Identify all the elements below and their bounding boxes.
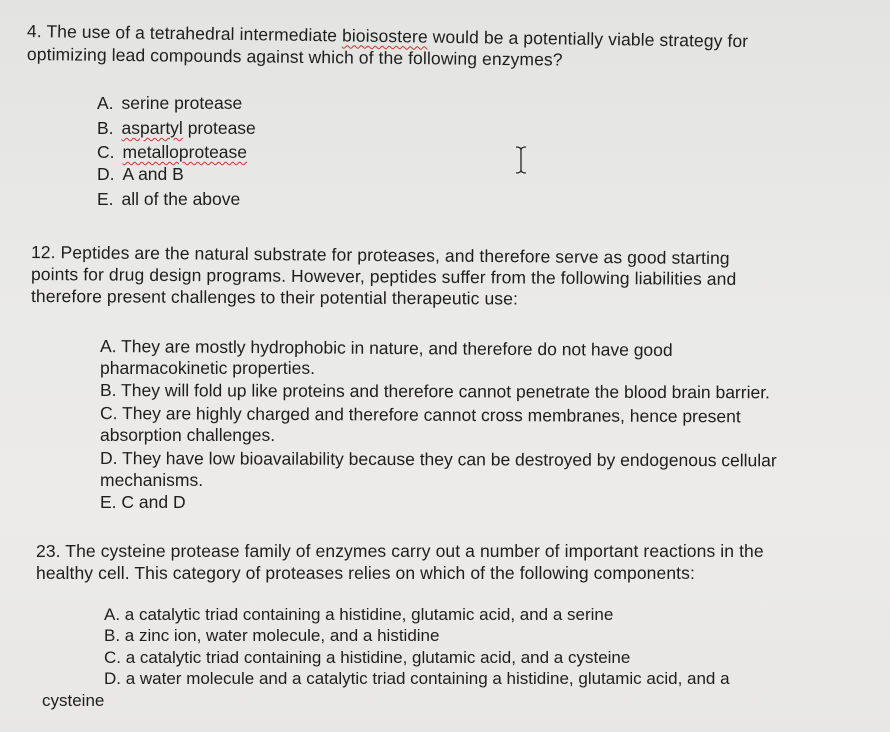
q4-option-a: A. serine protease [97,93,243,113]
spellcheck-flag[interactable]: aspartyl [121,118,183,138]
q12-option-d: D. They have low bioavailability because they can be destroyed by endogenous cellular mechanisms. [99,448,777,490]
q23-option-a: A. a catalytic triad containing a histidine, glutamic acid, and a serine [104,605,614,624]
q12-option-e: E. C and D [100,492,186,512]
q12-option-c: C. They are highly charged and therefore cannot cross membranes, hence present absorption challenges. [99,403,741,445]
q4-option-b: B. aspartyl protease [97,118,256,138]
question-23-line-2: healthy cell. This category of proteases relies on which of the following components: [36,563,695,583]
text-cursor-icon [514,146,528,174]
q4-option-c: C. metalloprotease [97,142,248,162]
question-23-stem [36,540,881,584]
q4-option-d: D. A and B [97,164,184,184]
question-12-line-2: points for drug design programs. However, peptides suffer from the following liabilities and [30,264,737,289]
question-12-line-3: therefore present challenges to their potential therapeutic use: [30,286,519,309]
q23-option-d-continuation: cysteine [42,691,105,710]
question-4-line-1: 4. The use of a tetrahedral intermediate bioisostere would be a potentially viable strategy for [26,21,749,52]
question-12-stem [31,241,881,307]
question-12-line-1: 12. Peptides are the natural substrate for proteases, and therefore serve as good starting [30,242,730,269]
question-4-stem [26,20,877,70]
q23-option-c: C. a catalytic triad containing a histidine, glutamic acid, and a cysteine [104,648,631,667]
q12-option-a: A. They are mostly hydrophobic in nature, and therefore do not have good pharmacokinetic properties. [99,336,673,378]
question-23-line-1: 23. The cysteine protease family of enzymes carry out a number of important reactions in the [36,541,764,561]
spellcheck-flag[interactable]: metalloprotease [122,142,248,162]
question-4-line-2: optimizing lead compounds against which of the following enzymes? [26,44,563,70]
q4-option-e: E. all of the above [97,189,241,209]
q12-option-b: B. They will fold up like proteins and therefore cannot penetrate the blood brain barrier. [99,380,770,403]
q23-option-d: D. a water molecule and a catalytic triad containing a histidine, glutamic acid, and a [104,669,730,688]
spellcheck-flag[interactable]: bioisostere [341,25,428,47]
q23-option-b: B. a zinc ion, water molecule, and a histidine [104,626,440,645]
